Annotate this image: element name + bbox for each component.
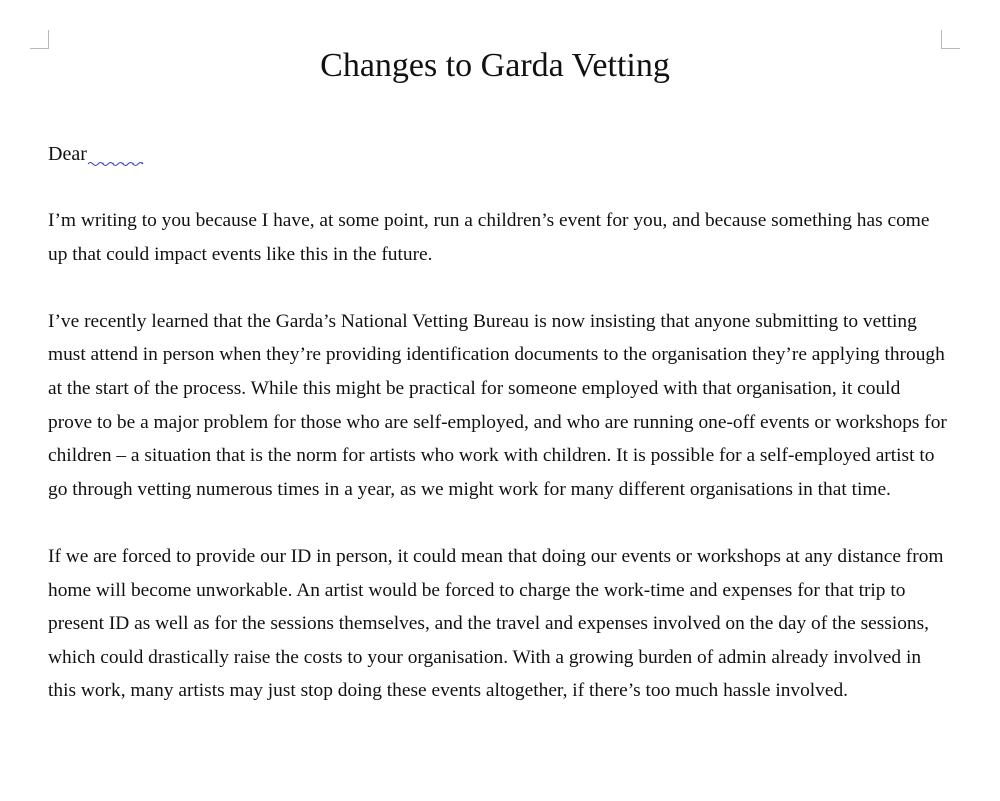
body-paragraph-2[interactable]: I’ve recently learned that the Garda’s National Vetting Bureau is now insisting that anyone submitting to vetting must attend in person when they’re providing identification documents to the organisation they’re applying through at the start of the process. While this might be practical for someone employed with that organisation, it could prove to be a major problem for those who are self-employed, and who are running one-off events or workshops for children – a situation that is the norm for artists who work with children. It is possible for a self-employed artist to go through vetting numerous times in a year, as we might work for many different organisations in that time.: [48, 310, 947, 500]
spellcheck-squiggle-placeholder: [87, 146, 144, 168]
salutation-text[interactable]: Dear: [48, 143, 87, 165]
spellcheck-wave-icon: [87, 146, 144, 168]
document-title[interactable]: Changes to Garda Vetting: [320, 47, 670, 84]
body-paragraph-1[interactable]: I’m writing to you because I have, at some point, run a children’s event for you, and because something has come up that could impact events like this in the future.: [48, 210, 930, 265]
salutation-line[interactable]: [48, 140, 144, 168]
document-body[interactable]: [48, 204, 948, 742]
body-paragraph-3[interactable]: If we are forced to provide our ID in person, it could mean that doing our events or workshops at any distance from home will become unworkable. An artist would be forced to charge the work-time and expenses for that trip to present ID as well as for the sessions themselves, and the travel and expenses involved on the day of the sessions, which could drastically raise the costs to your organisation. With a growing burden of admin already involved in this work, many artists may just stop doing these events altogether, if there’s too much hassle involved.: [48, 545, 944, 702]
